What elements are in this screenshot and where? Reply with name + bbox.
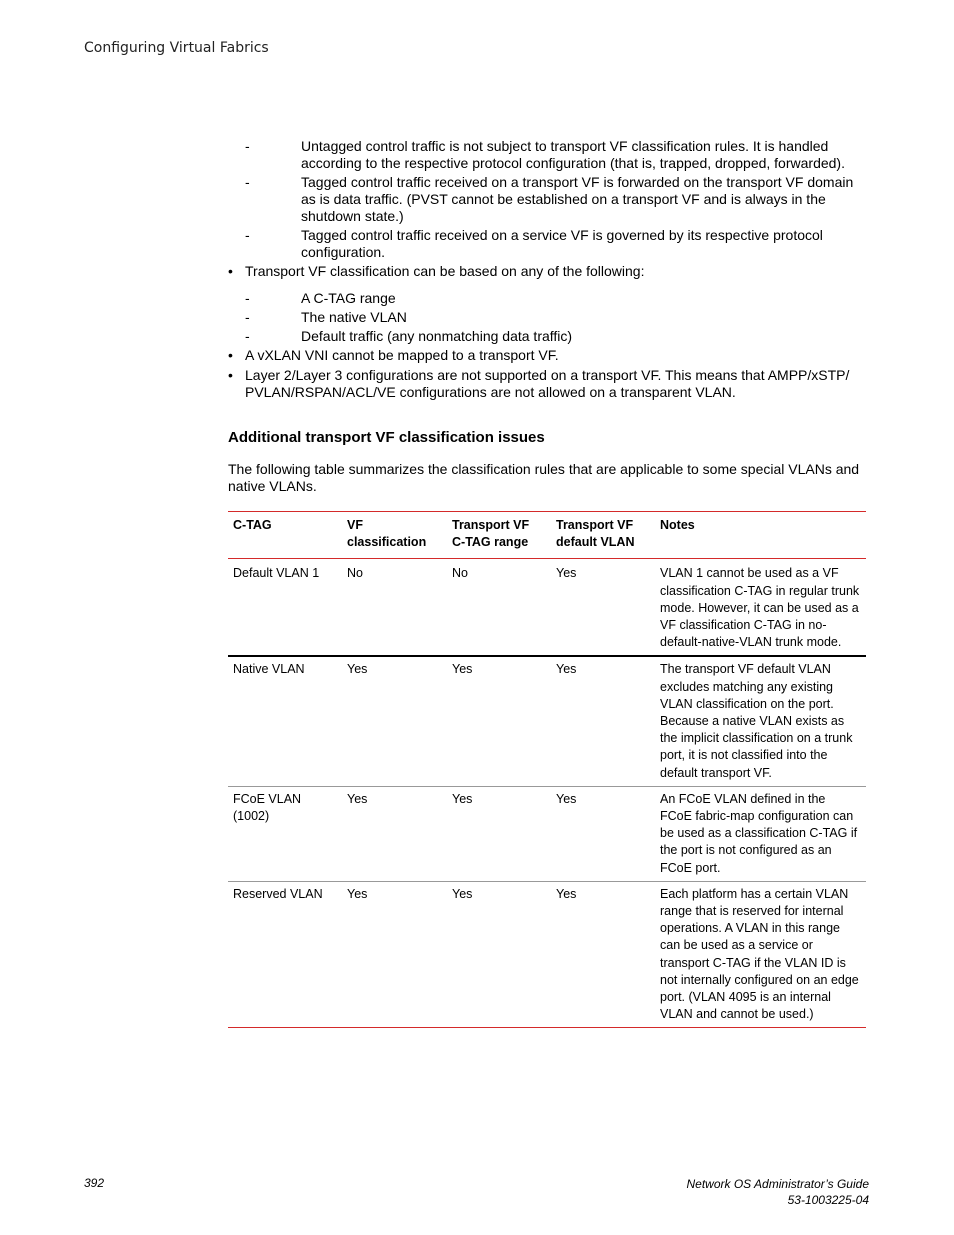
running-header: Configuring Virtual Fabrics xyxy=(84,40,269,56)
section-heading: Additional transport VF classification issues xyxy=(228,429,545,446)
table-cell: Yes xyxy=(556,566,577,581)
dash-marker: - xyxy=(245,174,250,190)
footer-doc-info xyxy=(686,1176,869,1208)
table-cell: No xyxy=(347,566,363,581)
bullet-text: A vXLAN VNI cannot be mapped to a transport VF. xyxy=(245,347,559,363)
section-paragraph: The following table summarizes the classification rules that are applicable to some special VLANs and native VLANs. xyxy=(228,461,860,494)
table-cell: The transport VF default VLAN excludes matching any existing VLAN classification on the port. Because a native VLAN exists as the implicit classification on a trunk port, it is not classified into the default transport VF. xyxy=(660,662,853,780)
table-cell: No xyxy=(452,566,468,581)
table-cell: Yes xyxy=(452,886,473,901)
doc-number: 53-1003225-04 xyxy=(787,1193,869,1207)
table-row xyxy=(228,881,866,1028)
table-header-row xyxy=(228,512,866,559)
bullet-vxlan xyxy=(228,347,866,364)
classification-subitems xyxy=(228,290,866,345)
table-row xyxy=(228,656,866,786)
sub-item-text: Default traffic (any nonmatching data traffic) xyxy=(301,328,573,344)
dash-marker: - xyxy=(245,138,250,154)
sub-item-text: A C-TAG range xyxy=(301,290,396,306)
classification-table xyxy=(228,511,866,1028)
dash-marker: - xyxy=(245,227,250,243)
dash-marker: - xyxy=(245,290,250,306)
table-row xyxy=(228,559,866,657)
table-cell: VLAN 1 cannot be used as a VF classification C-TAG in regular trunk mode. However, it can be used as a VF classification C-TAG in no-default-native-VLAN trunk mode. xyxy=(660,566,860,650)
table-cell: Reserved VLAN xyxy=(233,886,323,901)
dash-marker: - xyxy=(245,328,250,344)
sub-item xyxy=(228,227,866,261)
table-cell: Native VLAN xyxy=(233,662,305,677)
table-cell: An FCoE VLAN defined in the FCoE fabric-map configuration can be used as a classification C-TAG if the port is not configured as an FCoE port. xyxy=(660,791,858,875)
table-cell: Yes xyxy=(347,662,368,677)
table-cell: Default VLAN 1 xyxy=(233,566,320,581)
bullet-text: Transport VF classification can be based on any of the following: xyxy=(245,263,645,279)
table-row xyxy=(228,786,866,881)
table-cell: Yes xyxy=(556,662,577,677)
bullet-marker: • xyxy=(228,367,233,383)
bullet-marker: • xyxy=(228,347,233,363)
sub-item-text: Tagged control traffic received on a transport VF is forwarded on the transport VF domain as is data traffic. (PVST cannot be established on a transport VF and is always in the shutdown state.) xyxy=(301,174,854,224)
table-cell: Yes xyxy=(347,886,368,901)
column-header: Transport VF C-TAG range xyxy=(452,518,530,550)
sub-item-text: Tagged control traffic received on a service VF is governed by its respective protocol configuration. xyxy=(301,227,823,260)
table-cell: FCoE VLAN (1002) xyxy=(233,791,302,824)
intro-subitems xyxy=(228,138,866,261)
bullet-classification xyxy=(228,263,866,280)
table-cell: Yes xyxy=(556,886,577,901)
table-cell: Yes xyxy=(452,791,473,806)
sub-item-text: The native VLAN xyxy=(301,309,407,325)
column-header: VF classification xyxy=(347,518,427,550)
sub-item xyxy=(228,138,866,172)
table-cell: Yes xyxy=(452,662,473,677)
guide-title: Network OS Administrator’s Guide xyxy=(686,1177,869,1191)
bullet-layer xyxy=(228,367,866,401)
page-number: 392 xyxy=(84,1176,105,1190)
sub-item xyxy=(228,309,866,326)
column-header: Notes xyxy=(660,518,695,532)
bullet-text: Layer 2/Layer 3 configurations are not supported on a transport VF. This means that AMPP/xSTP/ PVLAN/RSPAN/ACL/VE configurations are not allowed on a transparent VLAN. xyxy=(245,367,850,400)
sub-item xyxy=(228,290,866,307)
sub-item xyxy=(228,174,866,225)
table-cell: Each platform has a certain VLAN range that is reserved for internal operations. A VLAN in this range can be used as a service or transport C-TAG if the VLAN ID is not internally configured on an edge port. (VLAN 4095 is an internal VLAN and cannot be used.) xyxy=(660,886,859,1022)
sub-item xyxy=(228,328,866,345)
table-cell: Yes xyxy=(347,791,368,806)
bullet-marker: • xyxy=(228,263,233,279)
table-cell: Yes xyxy=(556,791,577,806)
column-header: Transport VF default VLAN xyxy=(556,518,635,550)
page-content xyxy=(228,138,866,1028)
sub-item-text: Untagged control traffic is not subject to transport VF classification rules. It is handled according to the respective protocol configuration (that is, trapped, dropped, forwarded). xyxy=(301,138,845,171)
dash-marker: - xyxy=(245,309,250,325)
column-header: C-TAG xyxy=(233,518,272,532)
